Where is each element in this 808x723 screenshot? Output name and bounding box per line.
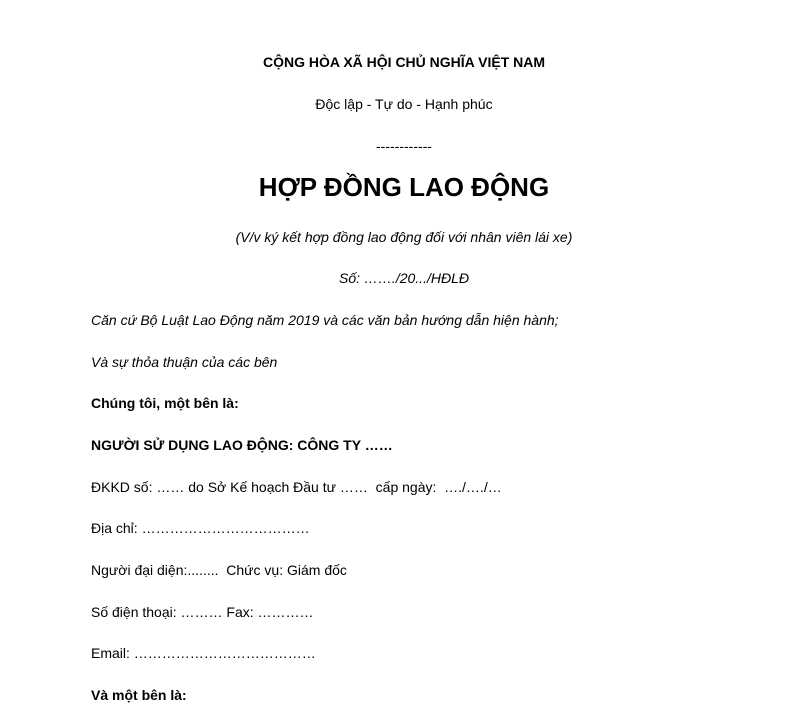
- document-title: HỢP ĐỒNG LAO ĐỘNG: [258, 172, 550, 202]
- mutual-agreement: Và sự thỏa thuận của các bên: [91, 354, 278, 370]
- business-registration: ĐKKD số: …… do Sở Kế hoạch Đầu tư …… cấp ngày: …./…./…: [91, 479, 502, 495]
- employer-heading: NGƯỜI SỬ DỤNG LAO ĐỘNG: CÔNG TY ……: [91, 437, 393, 453]
- document-number: Số: ……./20.../HĐLĐ: [339, 270, 469, 286]
- employer-representative: Người đại diện:........ Chức vụ: Giám đốc: [91, 562, 347, 578]
- national-title: CỘNG HÒA XÃ HỘI CHỦ NGHĨA VIỆT NAM: [262, 54, 546, 70]
- employer-email: Email: …………………………………: [91, 645, 316, 661]
- party-a-intro: Chúng tôi, một bên là:: [91, 395, 239, 411]
- party-b-intro: Và một bên là:: [91, 687, 187, 703]
- legal-basis: Căn cứ Bộ Luật Lao Động năm 2019 và các văn bản hướng dẫn hiện hành;: [91, 312, 559, 328]
- national-motto: Độc lập - Tự do - Hạnh phúc: [315, 96, 493, 112]
- document-subtitle: (V/v ký kết hợp đồng lao động đối với nhân viên lái xe): [235, 229, 573, 245]
- employer-address: Địa chỉ: ………………………………: [91, 520, 310, 536]
- header-separator: ------------: [376, 138, 432, 154]
- employer-phone-fax: Số điện thoại: ……… Fax: …………: [91, 604, 314, 620]
